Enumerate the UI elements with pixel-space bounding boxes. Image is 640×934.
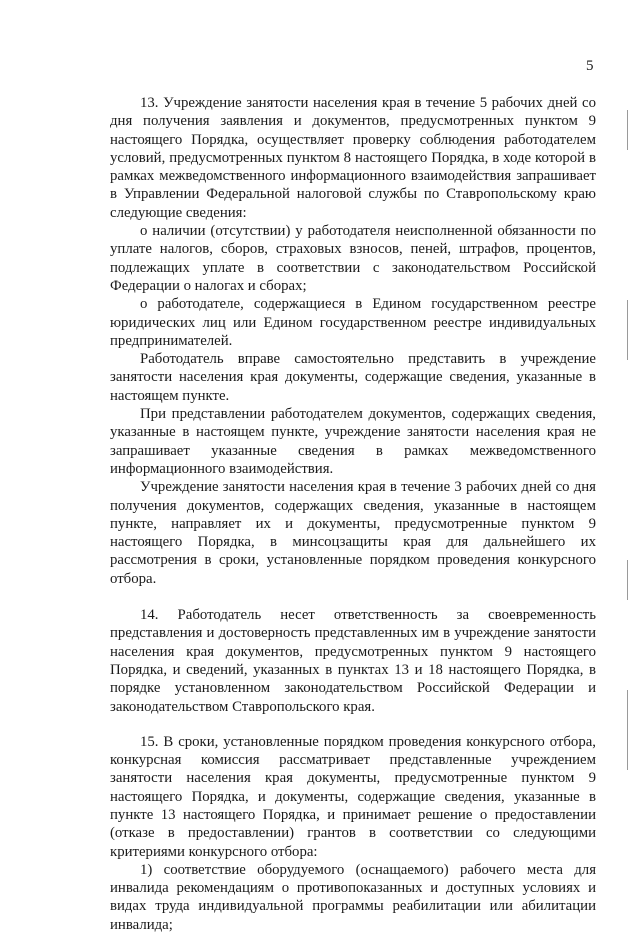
paragraph-13-employer-right: Работодатель вправе самостоятельно представить в учреждение занятости населения края документы, содержащие сведения, указанные в настоящем пункте. bbox=[110, 351, 596, 404]
paragraph-15-criterion-1: 1) соответствие оборудуемого (оснащаемого) рабочего места для инвалида рекомендациям о противопоказанных и доступных условиях и видах труда индивидуальной программы реабилитации или абилитации инвалида; bbox=[110, 861, 596, 933]
scan-edge-mark-2 bbox=[627, 300, 628, 360]
paragraph-15: 15. В сроки, установленные порядком проведения конкурсного отбора, конкурсная комиссия рассматривает представленные учреждением занятости населения края документы, предусмотренные пунктом 9 настоящего Порядка, и документы, содержащие сведения, указанные в пункте 13 настоящего Порядка, и принимает решение о предоставлении (отказе в предоставлении) грантов в соответствии со следующими критериями конкурсного отбора: bbox=[110, 733, 596, 860]
document-body bbox=[110, 94, 596, 934]
paragraph-13-registry-info: о работодателе, содержащиеся в Едином государственном реестре юридических лиц или Едином государственном реестре индивидуальных предпринимателей. bbox=[110, 296, 596, 349]
scan-edge-mark-4 bbox=[627, 690, 628, 770]
paragraph-13-forwarding: Учреждение занятости населения края в течение 3 рабочих дней со дня получения документов, содержащих сведения, указанные в настоящем пункте, направляет их и документы, предусмотренные пунктом 9 настоящего Порядка, в минсоцзащиты края для дальнейшего их рассмотрения в сроки, установленные порядком проведения конкурсного отбора. bbox=[110, 479, 596, 587]
paragraph-13-intro: 13. Учреждение занятости населения края в течение 5 рабочих дней со дня получения заявления и документов, предусмотренных пунктом 9 настоящего Порядка, осуществляет проверку соблюдения работодателем условий, предусмотренных пунктом 8 настоящего Порядка, в ходе которой в рамках межведомственного информационного взаимодействия запрашивает в Управлении Федеральной налоговой службы по Ставропольскому краю следующие сведения: bbox=[110, 95, 596, 221]
scan-edge-mark-3 bbox=[627, 560, 628, 600]
paragraph-14: 14. Работодатель несет ответственность за своевременность представления и достоверность представленных им в учреждение занятости населения края документов, предусмотренных пунктом 9 настоящего Порядка, и сведений, указанных в пунктах 13 и 18 настоящего Порядка, в порядке установленном законодательством Российской Федерации и законодательством Ставропольского края. bbox=[110, 607, 596, 715]
scan-edge-mark-1 bbox=[627, 110, 628, 150]
paragraph-13-no-request: При представлении работодателем документов, содержащих сведения, указанные в настоящем пункте, учреждение занятости населения края не запрашивает указанные сведения в рамках межведомственного информационного взаимодействия. bbox=[110, 406, 596, 477]
page-number: 5 bbox=[586, 58, 594, 74]
paragraph-13-tax-info: о наличии (отсутствии) у работодателя неисполненной обязанности по уплате налогов, сборов, страховых взносов, пеней, штрафов, процентов, подлежащих уплате в соответствии с законодательством Российской Федерации о налогах и сборах; bbox=[110, 223, 596, 294]
